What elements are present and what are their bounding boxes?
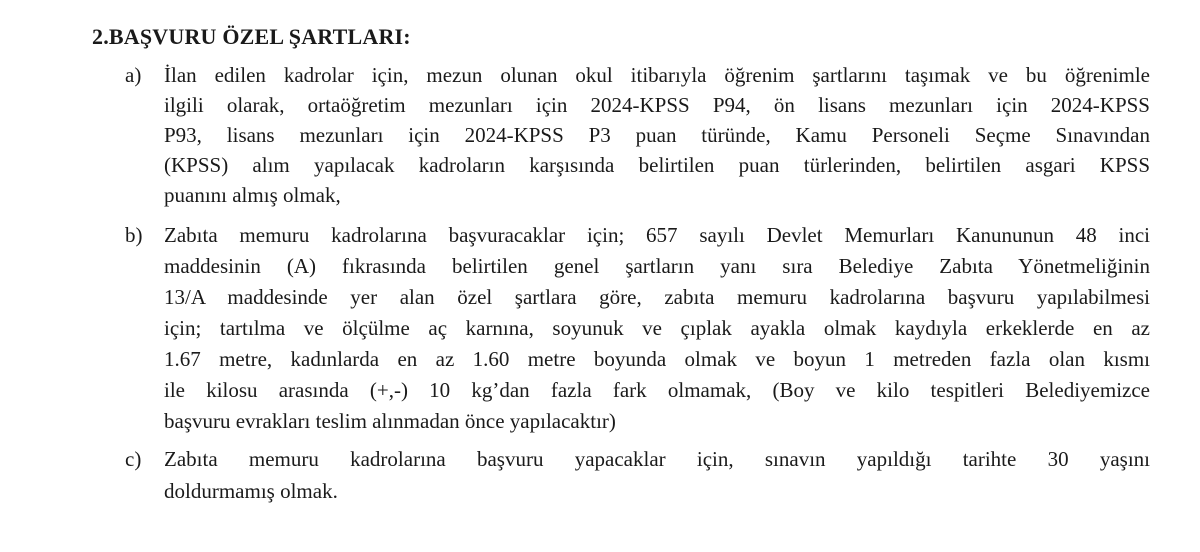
list-item-line: İlan edilen kadrolar için, mezun olunan okul itibarıyla öğrenim şartlarını taşımak ve bu öğrenimle xyxy=(164,63,1150,87)
list-item-line: ile kilosu arasında (+,-) 10 kg’dan fazla fark olmamak, (Boy ve kilo tespitleri Belediyemizce xyxy=(164,378,1150,402)
list-item-line: puanını almış olmak, xyxy=(164,183,341,207)
list-item-line: maddesinin (A) fıkrasında belirtilen genel şartların yanı sıra Belediye Zabıta Yönetmeliğinin xyxy=(164,254,1150,278)
list-item-line: Zabıta memuru kadrolarına başvuracaklar için; 657 sayılı Devlet Memurları Kanununun 48 inci xyxy=(164,223,1150,247)
list-marker: b) xyxy=(125,223,143,247)
list-item-line: P93, lisans mezunları için 2024-KPSS P3 puan türünde, Kamu Personeli Seçme Sınavından xyxy=(164,123,1150,147)
list-marker: c) xyxy=(125,447,142,471)
list-item-line: 1.67 metre, kadınlarda en az 1.60 metre boyunda olmak ve boyun 1 metreden fazla olan kısmı xyxy=(164,347,1150,371)
list-item-line: (KPSS) alım yapılacak kadroların karşısında belirtilen puan türlerinden, belirtilen asgari KPSS xyxy=(164,153,1150,177)
section-heading: 2.BAŞVURU ÖZEL ŞARTLARI: xyxy=(92,24,411,49)
list-marker: a) xyxy=(125,63,142,87)
list-item-line: ilgili olarak, ortaöğretim mezunları için 2024-KPSS P94, ön lisans mezunları için 2024-KPSS xyxy=(164,93,1150,117)
list-item-line: 13/A maddesinde yer alan özel şartlara göre, zabıta memuru kadrolarına başvuru yapılabilmesi xyxy=(164,285,1150,309)
list-item-line: başvuru evrakları teslim alınmadan önce yapılacaktır) xyxy=(164,409,616,433)
list-item-line: Zabıta memuru kadrolarına başvuru yapacaklar için, sınavın yapıldığı tarihte 30 yaşını xyxy=(164,447,1150,471)
list-item-line: doldurmamış olmak. xyxy=(164,479,338,503)
list-item-line: için; tartılma ve ölçülme aç karnına, soyunuk ve çıplak ayakla olmak kaydıyla erkeklerde en az xyxy=(164,316,1150,340)
